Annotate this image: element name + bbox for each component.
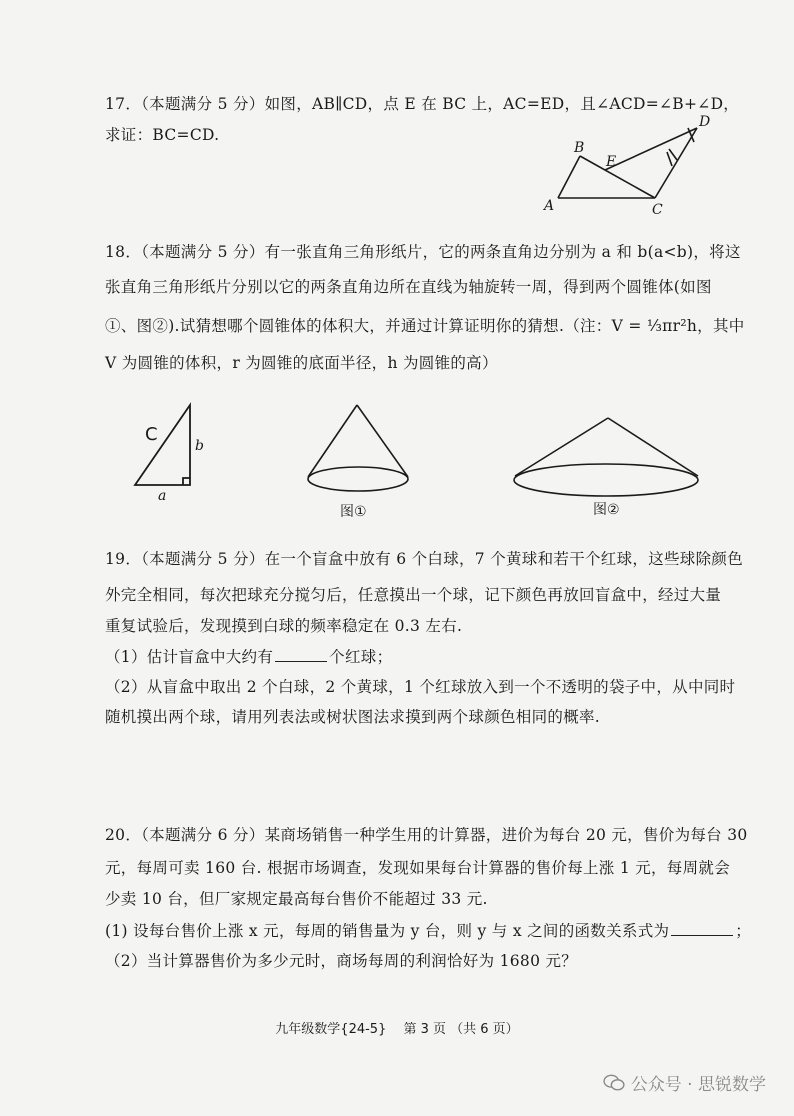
q18-line4: V 为圆锥的体积，r 为圆锥的底面半径，h 为圆锥的高） [105, 354, 498, 372]
q18-line2: 张直角三角形纸片分别以它的两条直角边所在直线为轴旋转一周，得到两个圆锥体(如图 [105, 278, 712, 296]
q18-label-c: C [145, 424, 158, 445]
q19-line2: 外完全相同，每次把球充分搅匀后，任意摸出一个球，记下颜色再放回盲盒中，经过大量 [105, 586, 722, 604]
watermark [603, 1070, 766, 1095]
q17-label-e: E [606, 154, 617, 170]
q19-sub2-line2: 随机摸出两个球，请用列表法或树状图法求摸到两个球颜色相同的概率. [105, 708, 601, 726]
q18-line1: 18．（本题满分 5 分）有一张直角三角形纸片，它的两条直角边分别为 a 和 b(a<b)，将这 [105, 243, 741, 261]
q17-figure [540, 110, 720, 220]
q18-cone1-figure [300, 400, 420, 525]
q17-line2: 求证：BC=CD. [105, 126, 220, 144]
q20-line3: 少卖 10 台，但厂家规定最高每台售价不能超过 33 元. [105, 890, 488, 908]
q20-answer-blank [671, 934, 733, 936]
q18-label-b: b [195, 438, 204, 454]
q18-fig1-caption: 图① [340, 504, 367, 520]
q19-line3: 重复试验后，发现摸到白球的频率稳定在 0.3 左右. [105, 617, 463, 635]
q19-line1: 19．（本题满分 5 分）在一个盲盒中放有 6 个白球，7 个黄球和若干个红球，这些球除颜色 [105, 550, 743, 568]
q19-sub1-suffix: 个红球； [329, 648, 393, 666]
q19-answer-blank [275, 660, 327, 662]
q20-sub2: （2）当计算器售价为多少元时，商场每周的利润恰好为 1680 元？ [105, 952, 578, 970]
q20-sub1-prefix: (1) 设每台售价上涨 x 元，每周的销售量为 y 台，则 y 与 x 之间的函数关系式为 [105, 922, 670, 940]
q17-label-b: B [574, 140, 585, 156]
q18-line3: ①、图②).试猜想哪个圆锥体的体积大，并通过计算证明你的猜想.（注：V = ⅓πr²h，其中 [105, 317, 745, 335]
q20-sub1 [105, 919, 751, 941]
q17-label-a: A [544, 198, 555, 214]
q17-line1: 17．（本题满分 5 分）如图，AB∥CD，点 E 在 BC 上，AC=ED，且∠ACD=∠B+∠D， [105, 95, 740, 113]
q18-triangle-figure [125, 395, 225, 505]
q19-sub2-line1: （2）从盲盒中取出 2 个白球，2 个黄球，1 个红球放入到一个不透明的袋子中，从中同时 [105, 678, 736, 696]
q19-sub1 [105, 645, 392, 667]
q19-sub1-prefix: （1）估计盲盒中大约有 [105, 648, 274, 666]
watermark-text: 公众号 · 思锐数学 [630, 1075, 766, 1095]
q17-label-d: D [699, 114, 711, 130]
q18-label-a: a [158, 488, 167, 504]
q18-cone2-figure [505, 410, 705, 525]
wechat-icon [603, 1074, 625, 1092]
q17-label-c: C [652, 202, 663, 218]
q17-diagram-lines [558, 128, 697, 198]
q20-line2: 元，每周可卖 160 台. 根据市场调查，发现如果每台计算器的售价每上涨 1 元，每周就会 [105, 859, 731, 877]
page-footer: 九年级数学{24-5} 第 3 页 （共 6 页） [275, 1022, 519, 1037]
q20-sub1-suffix: ； [735, 922, 752, 940]
q18-fig2-caption: 图② [593, 502, 620, 518]
q20-line1: 20．（本题满分 6 分）某商场销售一种学生用的计算器，进价为每台 20 元，售价为每台 30 [105, 826, 748, 844]
